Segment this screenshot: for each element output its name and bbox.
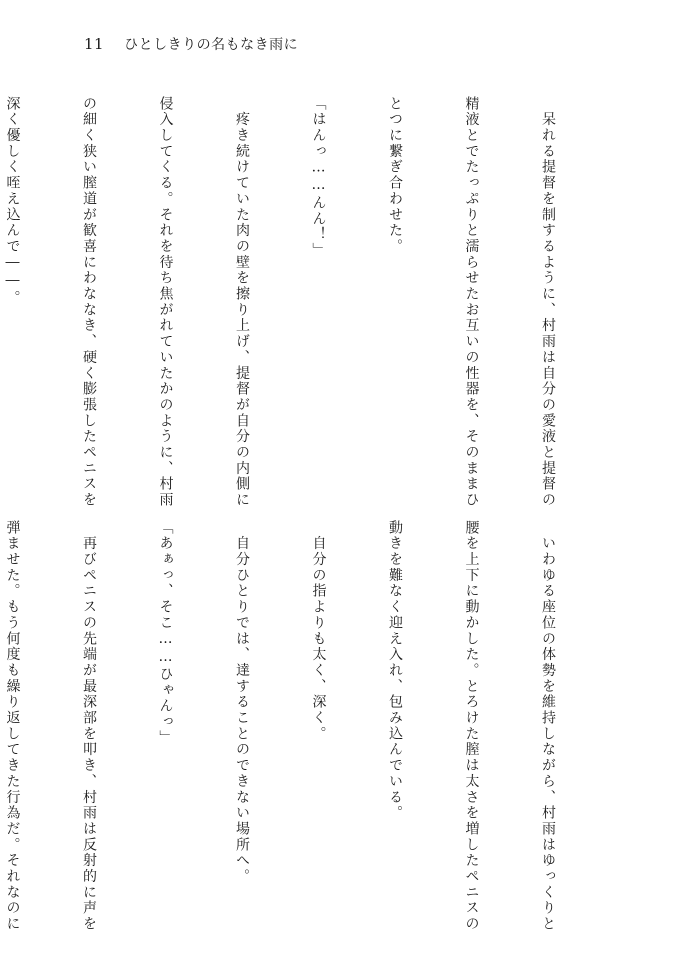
text-line: 呆れる提督を制するように、村雨は自分の愛液と提督の [540,96,556,509]
text-line: 動きを難なく迎え入れ、包み込んでいる。 [387,520,403,822]
text-line: 侵入してくる。それを待ち焦がれていたかのように、村雨 [157,96,174,509]
text-line: 深く優しく咥え込んで――。 [4,96,21,307]
text-line: いわゆる座位の体勢を維持しながら、村雨はゆっくりと [540,520,556,933]
text-line: 疼き続けていた肉の壁を擦り上げ、提督が自分の内側に [234,96,250,509]
chapter-title: ひとしきりの名もなき雨に [124,37,299,53]
text-line: 「あぁっ、そこ……ひゃんっ」 [157,520,174,746]
text-line: 再びペニスの先端が最深部を叩き、村雨は反射的に声を [81,520,97,933]
text-line: 精液とでたっぷりと濡らせたお互いの性器を、そのままひ [463,96,480,509]
running-header [84,34,298,54]
text-block-top [0,96,611,509]
text-line: 「はんっ……んん！」 [310,96,327,259]
text-line: とつに繋ぎ合わせた。 [387,96,403,255]
text-block-bottom [0,520,611,950]
text-line: の細く狭い膣道が歓喜にわななき、硬く膨張したペニスを [81,96,97,509]
text-line: 腰を上下に動かした。とろけた膣は太さを増したペニスの [463,520,480,933]
text-line: 自分の指よりも太く、深く。 [310,520,327,742]
page-number: 11 [84,35,105,53]
text-line: 自分ひとりでは、達することのできない場所へ。 [234,520,250,885]
text-line: 弾ませた。もう何度も繰り返してきた行為だ。それなのに [4,520,21,933]
